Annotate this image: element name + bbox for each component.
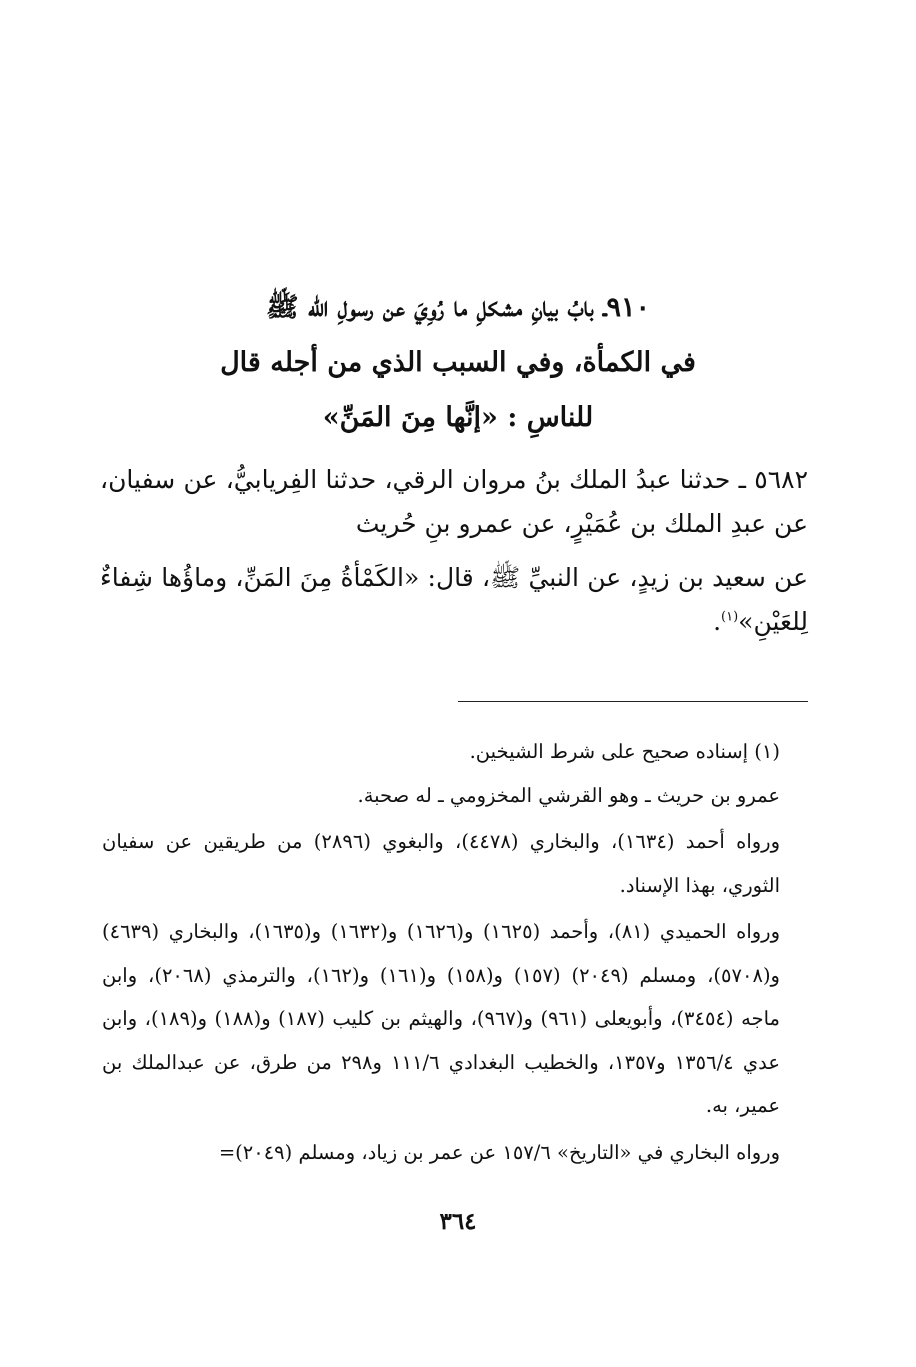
hadith-matn-text: عن سعيد بن زيدٍ، عن النبيِّ ﷺ، قال: «الكَمْأةُ مِنَ المَنِّ، وماؤُها شِفاءٌ لِلعَيْنِ» [100,563,808,636]
footnotes [102,730,808,1174]
footnote-narrator-note: عمرو بن حريث ـ وهو القرشي المخزومي ـ له صحبة. [357,783,780,807]
hadith-matn: عن سعيد بن زيدٍ، عن النبيِّ ﷺ، قال: «الكَمْأةُ مِنَ المَنِّ، وماؤُها شِفاءٌ لِلعَيْنِ»$^{(١)}$. [100,563,808,636]
hadith-text [100,458,808,654]
hadith-isnad: ٥٦٨٢ ـ حدثنا عبدُ الملك بنُ مروان الرقي، حدثنا الفِريابيُّ، عن سفيان، عن عبدِ الملك بن عُمَيْرٍ، عن عمرو بنِ حُريث [100,465,808,538]
chapter-heading [108,280,808,445]
footnote-reference: (١) [721,609,739,625]
footnote-sources-2: ورواه الحميدي (٨١)، وأحمد (١٦٢٥) و(١٦٢٦) و(١٦٣٢) و(١٦٣٥)، والبخاري (٤٦٣٩) و(٥٧٠٨)، ومسلم (٢٠٤٩) (١٥٧) و(١٥٨) و(١٦١) و(١٦٢)، والترمذي (٢٠٦٨)، وابن ماجه (٣٤٥٤)، وأبويعلى (٩٦١) و(٩٦٧)، والهيثم بن كليب (١٨٧) و(١٨٨) و(١٨٩)، وابن عدي ١٣٥٦/٤ و١٣٥٧، والخطيب البغدادي ١١١/٦ و٢٩٨ من طرق، عن عبدالملك بن عمير، به. [102,920,781,1117]
footnote-divider [458,701,808,702]
chapter-heading-line-2: في الكمأة، وفي السبب الذي من أجله قال [220,347,696,378]
page-number: ٣٦٤ [439,1208,477,1235]
footnote-sources-3: ورواه البخاري في «التاريخ» ١٥٧/٦ عن عمر بن زياد، ومسلم (٢٠٤٩)= [218,1140,780,1164]
footnote-1: (١) إسناده صحيح على شرط الشيخين. [469,740,780,763]
chapter-heading-line-1: ٩١٠ـ بابُ بيانِ مشكلِ ما رُوِيَ عن رسولِ الله ﷺ [266,292,650,323]
chapter-heading-line-3: للناسِ : «إنَّها مِنَ المَنِّ» [322,402,594,433]
footnote-sources-1: ورواه أحمد (١٦٣٤)، والبخاري (٤٤٧٨)، والبغوي (٢٨٩٦) من طريقين عن سفيان الثوري، بهذا الإسناد. [102,830,780,897]
